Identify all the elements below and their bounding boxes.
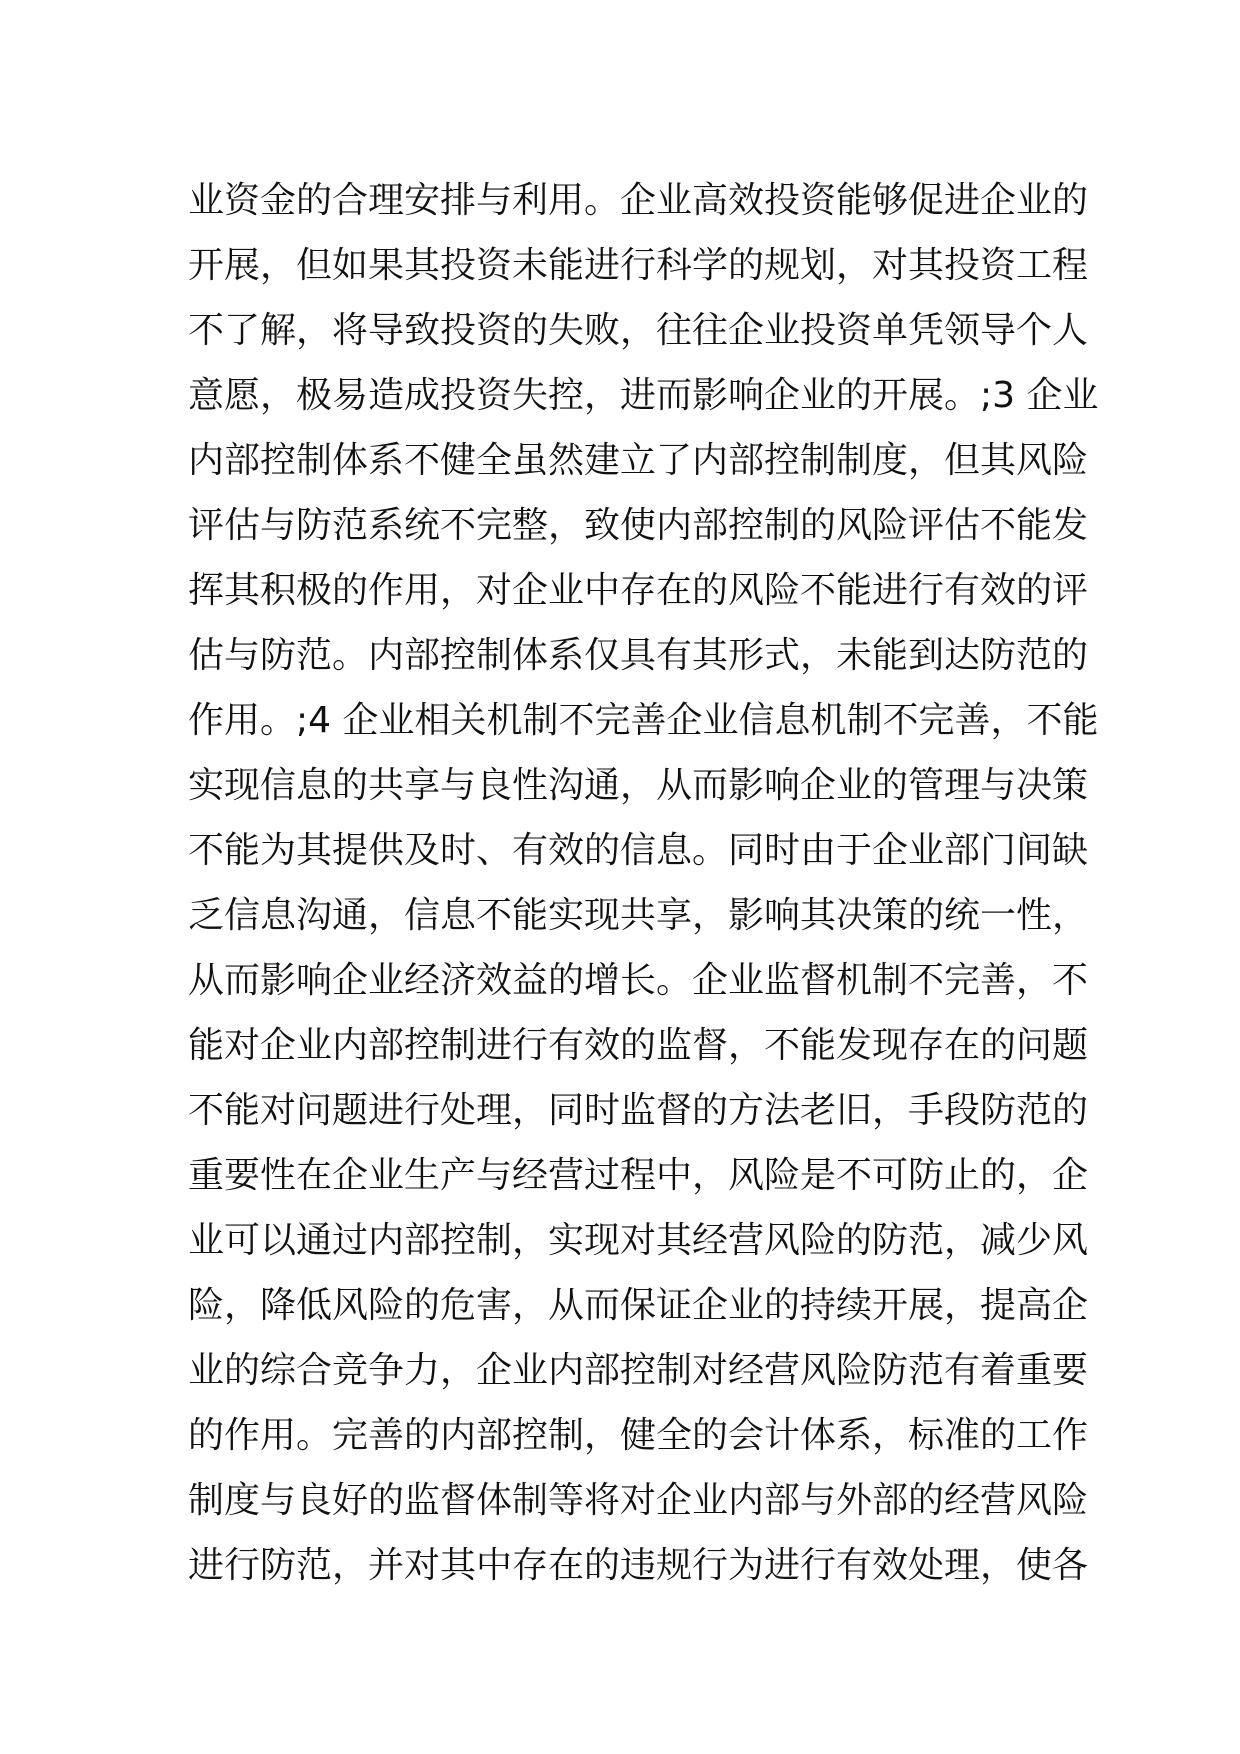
- text-line: 的作用。完善的内部控制，健全的会计体系，标准的工作: [188, 1415, 1089, 1456]
- text-line: 估与防范。内部控制体系仅具有其形式，未能到达防范的: [188, 635, 1089, 676]
- text-line: 乏信息沟通，信息不能实现共享，影响其决策的统一性，: [188, 895, 1089, 936]
- text-line: 作用。;4 企业相关机制不完善企业信息机制不完善，不能: [188, 700, 1099, 741]
- text-line: 制度与良好的监督体制等将对企业内部与外部的经营风险: [188, 1480, 1089, 1521]
- text-line: 不了解，将导致投资的失败，往往企业投资单凭领导个人: [188, 310, 1089, 351]
- text-line: 重要性在企业生产与经营过程中，风险是不可防止的，企: [188, 1155, 1089, 1196]
- text-line: 内部控制体系不健全虽然建立了内部控制制度，但其风险: [188, 440, 1089, 481]
- text-line: 挥其积极的作用，对企业中存在的风险不能进行有效的评: [188, 570, 1089, 611]
- text-line: 业资金的合理安排与利用。企业高效投资能够促进企业的: [188, 180, 1089, 221]
- text-line: 评估与防范系统不完整，致使内部控制的风险评估不能发: [188, 505, 1089, 546]
- body-paragraph: [188, 168, 1099, 1598]
- text-line: 不能对问题进行处理，同时监督的方法老旧，手段防范的: [188, 1090, 1089, 1131]
- text-line: 意愿，极易造成投资失控，进而影响企业的开展。;3 企业: [188, 375, 1099, 416]
- text-line: 开展，但如果其投资未能进行科学的规划，对其投资工程: [188, 245, 1089, 286]
- text-line: 不能为其提供及时、有效的信息。同时由于企业部门间缺: [188, 830, 1089, 871]
- text-line: 险，降低风险的危害，从而保证企业的持续开展，提高企: [188, 1285, 1089, 1326]
- text-line: 进行防范，并对其中存在的违规行为进行有效处理，使各: [188, 1545, 1089, 1586]
- text-line: 业可以通过内部控制，实现对其经营风险的防范，减少风: [188, 1220, 1089, 1261]
- text-line: 业的综合竞争力，企业内部控制对经营风险防范有着重要: [188, 1350, 1089, 1391]
- text-line: 从而影响企业经济效益的增长。企业监督机制不完善，不: [188, 960, 1089, 1001]
- text-line: 实现信息的共享与良性沟通，从而影响企业的管理与决策: [188, 765, 1089, 806]
- text-line: 能对企业内部控制进行有效的监督，不能发现存在的问题: [188, 1025, 1089, 1066]
